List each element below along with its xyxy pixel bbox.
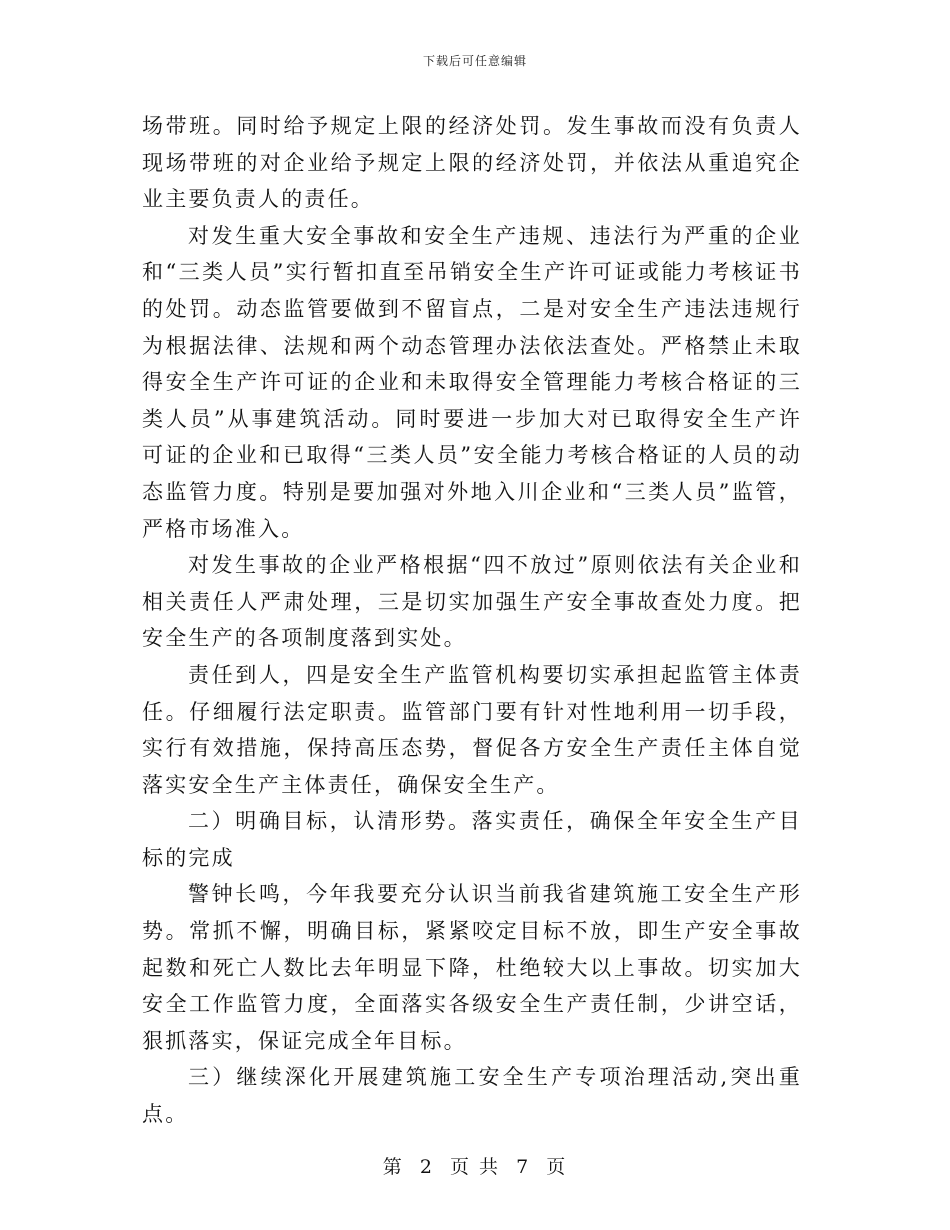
paragraph-1: 场带班。同时给予规定上限的经济处罚。发生事故而没有负责人现场带班的对企业给予规定上限的经济处罚，并依法从重追究企业主要负责人的责任。 — [142, 114, 802, 212]
page-footer — [0, 1152, 950, 1179]
current-page-number: 2 — [419, 1156, 434, 1178]
paragraph-2: 对发生重大安全事故和安全生产违规、违法行为严重的企业和“三类人员”实行暂扣直至吊销安全生产许可证或能力考核证书的处罚。动态监管要做到不留盲点，二是对安全生产违法违规行为根据法律、法规和两个动态管理办法依法查处。严格禁止未取得安全生产许可证的企业和未取得安全管理能力考核合格证的三类人员”从事建筑活动。同时要进一步加大对已取得安全生产许可证的企业和已取得“三类人员”安全能力考核合格证的人员的动态监管力度。特别是要加强对外地入川企业和“三类人员”监管，严格市场准入。 — [142, 223, 802, 541]
total-page-count: 7 — [516, 1156, 531, 1178]
footer-middle: 页 共 — [449, 1156, 501, 1178]
paragraph-3: 对发生事故的企业严格根据“四不放过”原则依法有关企业和相关责任人严肃处理，三是切实加强生产安全事故查处力度。把安全生产的各项制度落到实处。 — [142, 553, 802, 651]
footer-suffix: 页 — [546, 1156, 568, 1178]
section-heading-3: 三）继续深化开展建筑施工安全生产专项治理活动,突出重点。 — [142, 1065, 802, 1127]
document-body — [142, 108, 802, 1133]
section-heading-2: 二）明确目标，认清形势。落实责任，确保全年安全生产目标的完成 — [142, 809, 802, 870]
footer-prefix: 第 — [382, 1156, 404, 1178]
paragraph-4: 责任到人，四是安全生产监管机构要切实承担起监管主体责任。仔细履行法定职责。监管部门要有针对性地利用一切手段，实行有效措施，保持高压态势，督促各方安全生产责任主体自觉落实安全生产主体责任，确保安全生产。 — [142, 662, 802, 797]
paragraph-5: 警钟长鸣，今年我要充分认识当前我省建筑施工安全生产形势。常抓不懈，明确目标，紧紧咬定目标不放，即生产安全事故起数和死亡人数比去年明显下降，杜绝较大以上事故。切实加大安全工作监管力度，全面落实各级安全生产责任制，少讲空话，狠抓落实，保证完成全年目标。 — [142, 882, 802, 1053]
page-header: 下载后可任意编辑 — [422, 54, 527, 68]
